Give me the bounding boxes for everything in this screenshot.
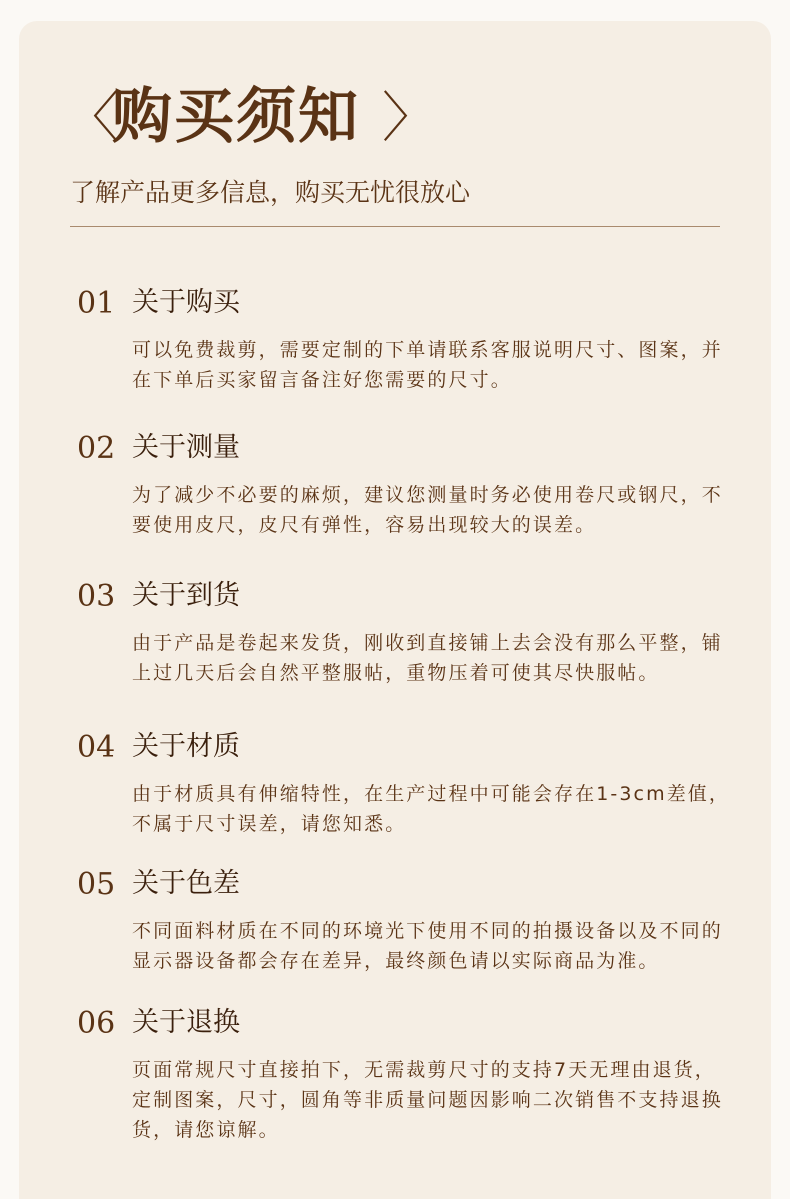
left-bracket: 〈 (65, 86, 119, 149)
section-title: 关于退换 (132, 1007, 240, 1038)
section-body: 不同面料材质在不同的环境光下使用不同的拍摄设备以及不同的显示器设备都会存在差异，最终颜色请以实际商品为准。 (132, 920, 723, 972)
section-title: 关于测量 (132, 432, 240, 463)
right-bracket: 〉 (382, 86, 436, 149)
section-number: 05 (77, 867, 116, 902)
section-number: 03 (77, 579, 116, 614)
section-body: 可以免费裁剪，需要定制的下单请联系客服说明尺寸、图案，并在下单后买家留言备注好您需要的尺寸。 (132, 339, 723, 391)
section-body: 由于产品是卷起来发货，刚收到直接铺上去会没有那么平整，铺上过几天后会自然平整服帖，重物压着可使其尽快服帖。 (132, 632, 723, 684)
section-body: 由于材质具有伸缩特性，在生产过程中可能会存在1-3cm差值，不属于尺寸误差，请您知悉。 (132, 783, 730, 835)
header (19, 21, 771, 251)
section-body: 页面常规尺寸直接拍下，无需裁剪尺寸的支持7天无理由退货，定制图案，尺寸，圆角等非质量问题因影响二次销售不支持退换货，请您谅解。 (132, 1059, 723, 1141)
section-number: 02 (77, 431, 116, 466)
divider (70, 226, 720, 227)
section-body: 为了减少不必要的麻烦，建议您测量时务必使用卷尺或钢尺，不要使用皮尺，皮尺有弹性，容易出现较大的误差。 (132, 484, 723, 536)
page-subtitle: 了解产品更多信息，购买无忧很放心 (70, 178, 471, 207)
section-number: 04 (77, 730, 116, 765)
page-title: 购买须知 (112, 82, 360, 152)
section-number: 01 (77, 286, 116, 321)
section-title: 关于色差 (132, 868, 240, 899)
section-title: 关于材质 (132, 731, 240, 762)
section-number: 06 (77, 1006, 116, 1041)
notice-card (19, 21, 771, 1199)
section-title: 关于到货 (132, 580, 240, 611)
section-title: 关于购买 (132, 287, 240, 318)
